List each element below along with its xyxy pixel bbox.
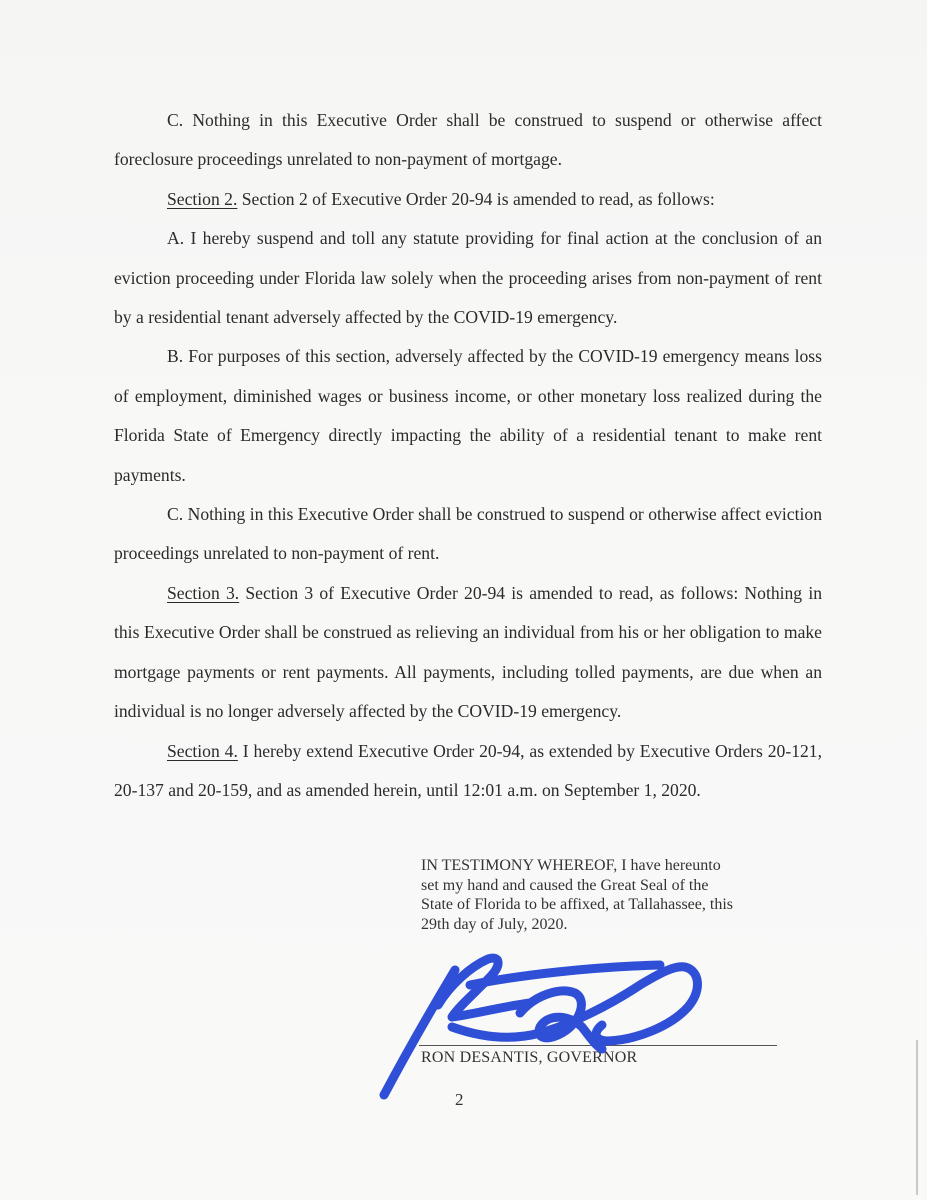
scan-edge-shadow [916, 1040, 918, 1195]
signature-stroke [452, 967, 697, 1041]
testimony-block [421, 856, 821, 934]
section-heading: Section 2. [167, 188, 238, 209]
testimony-line: set my hand and caused the Great Seal of the [421, 876, 709, 894]
paragraph-section2-b: B. For purposes of this section, adversely affected by the COVID-19 emergency means loss of employment, diminished wages or business income, or other monetary loss realized during the Florida State of Emergency directly impacting the ability of a residential tenant to make rent payments. [114, 346, 822, 485]
testimony-line: IN TESTIMONY WHEREOF, I have hereunto [421, 857, 721, 874]
handwritten-signature [370, 945, 730, 1105]
paragraph-section3: Section 3. Section 3 of Executive Order 20-94 is amended to read, as follows: Nothing in this Executive Order shall be construed as relieving an individual from his or her obligation to make mortgage payments or rent payments. All payments, including tolled payments, are due when an individual is no longer adversely affected by the COVID-19 emergency. [114, 582, 822, 722]
signature-line [419, 1045, 777, 1046]
paragraph-section1-c: C. Nothing in this Executive Order shall be construed to suspend or otherwise affect foreclosure proceedings unrelated to non-payment of mortgage. [114, 110, 822, 170]
section-heading: Section 4. [167, 740, 238, 761]
paragraph-section4: Section 4. I hereby extend Executive Order 20-94, as extended by Executive Orders 20-121, 20-137 and 20-159, and as amended herein, until 12:01 a.m. on September 1, 2020. [114, 740, 822, 800]
document-body [114, 101, 822, 810]
signature-stroke [384, 970, 455, 1095]
section-heading: Section 3. [167, 582, 240, 603]
paragraph-section2-heading: Section 2. Section 2 of Executive Order 20-94 is amended to read, as follows: [167, 188, 715, 209]
paragraph-section2-a: A. I hereby suspend and toll any statute providing for final action at the conclusion of an eviction proceeding under Florida law solely when the proceeding arises from non-payment of rent by a residential tenant adversely affected by the COVID-19 emergency. [114, 228, 822, 328]
paragraph-section2-c: C. Nothing in this Executive Order shall be construed to suspend or otherwise affect eviction proceedings unrelated to non-payment of rent. [114, 504, 822, 564]
page-number: 2 [455, 1090, 464, 1109]
signature-stroke [470, 965, 660, 985]
testimony-line: 29th day of July, 2020. [421, 915, 568, 933]
signature-stroke [520, 991, 602, 1049]
signature-stroke [438, 958, 530, 1017]
testimony-line: State of Florida to be affixed, at Tallahassee, this [421, 896, 733, 914]
signatory-name: RON DESANTIS, GOVERNOR [421, 1049, 638, 1066]
